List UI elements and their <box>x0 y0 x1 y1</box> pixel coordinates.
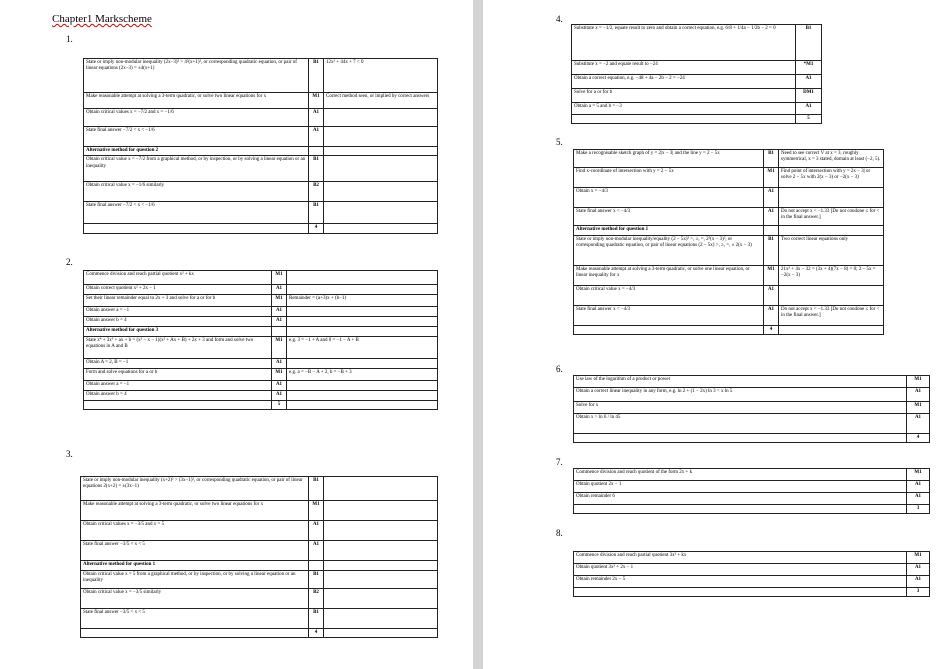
guidance-note: Find point of intersection with y = 2x − 3| or solve 2 − 5x with 2(x − 3) or −2(x − 3) <box>779 168 884 188</box>
alternative-method-row <box>81 561 438 571</box>
mark-cell: A1 <box>272 359 287 369</box>
criterion-text: State final answer x < −4/3 <box>574 208 764 226</box>
question-number: 5. <box>556 137 563 147</box>
guidance-note <box>324 609 438 629</box>
mark-cell: B1 <box>309 477 324 501</box>
markscheme-row <box>574 376 930 388</box>
criterion-text: Substitute x = −1/2, equate result to zero and obtain a correct equation, e.g. 6/8 + 1/4a − 1/2b − 2 = 0 <box>572 25 796 61</box>
total-note <box>287 401 438 410</box>
markscheme-row <box>81 521 438 541</box>
guidance-note: e.g. 3 = −1 + A and 0 = −1 − A + B <box>287 337 438 359</box>
alternative-method-row <box>574 226 884 236</box>
criterion-text: Obtain remainder 2x − 5 <box>574 576 907 588</box>
guidance-note <box>324 202 438 224</box>
markscheme-row <box>574 469 930 481</box>
mark-cell: M1 <box>272 369 287 381</box>
guidance-note <box>324 109 438 127</box>
total-note <box>779 326 884 335</box>
right-page <box>483 0 952 669</box>
criterion-text: Obtain critical value x = −7/2 from a graphical method, or by inspection, or by solving a linear equation or an inequality <box>84 156 309 182</box>
guidance-note <box>324 501 438 521</box>
markscheme-row <box>572 89 822 103</box>
markscheme-row <box>84 295 438 307</box>
mark-cell: M1 <box>907 376 930 388</box>
guidance-note <box>287 317 438 327</box>
total-spacer <box>84 401 272 410</box>
criterion-text: State final answer −3/5 < x < 5 <box>81 609 309 629</box>
guidance-note <box>324 182 438 202</box>
markscheme-row <box>574 414 930 434</box>
guidance-note <box>779 286 884 306</box>
total-marks: 4 <box>309 629 324 638</box>
total-spacer <box>81 629 309 638</box>
criterion-text: Commence division and reach quotient of the form 2x + k <box>574 469 907 481</box>
criterion-text: Obtain a correct equation, e.g. −48 + 4a − 2b − 2 = −24 <box>572 75 796 89</box>
criterion-text: Obtain x > ln 6 / ln 45 <box>574 414 907 434</box>
markscheme-row <box>84 109 438 127</box>
guidance-note <box>324 147 438 156</box>
total-row <box>84 224 438 233</box>
question-number: 8. <box>556 528 563 538</box>
markscheme-row <box>84 271 438 285</box>
mark-cell: B1 <box>764 236 779 266</box>
mark-cell: B1 <box>309 609 324 629</box>
markscheme-row <box>574 168 884 188</box>
mark-cell <box>272 327 287 337</box>
mark-cell: A1 <box>764 188 779 208</box>
markscheme-table-q1 <box>83 58 438 234</box>
criterion-text: State x⁴ + 3x³ + ax + b = (x² − x − 1)(x² + Ax + B) + 2x + 3 and form and solve two equations in A and B <box>84 337 272 359</box>
criterion-text: Obtain quotient 3x² + 2x − 1 <box>574 564 907 576</box>
criterion-text: Obtain answer b = 4 <box>84 317 272 327</box>
total-marks: 4 <box>907 434 930 443</box>
criterion-text: State or imply non-modular inequality (x+2)² > (3x−1)², or corresponding quadratic equation, or pair of linear equations 2(x+2) = ±(3x−1) <box>81 477 309 501</box>
criterion-text: Obtain x = −4/3 <box>574 188 764 208</box>
total-row <box>572 115 822 124</box>
criterion-text: Obtain answer a = −1 <box>84 381 272 391</box>
guidance-note <box>287 381 438 391</box>
guidance-note: Do not accept x < −1.33 [Do not condone ≤ for < in the final answer.] <box>779 208 884 226</box>
markscheme-row <box>574 493 930 505</box>
criterion-text: Alternative method for question 1 <box>574 226 764 236</box>
criterion-text: Set their linear remainder equal to 2x + 3 and solve for a or for b <box>84 295 272 307</box>
mark-cell: A1 <box>309 127 324 147</box>
mark-cell: M1 <box>272 295 287 307</box>
criterion-text: Obtain critical values x = −3/5 and x = 5 <box>81 521 309 541</box>
mark-cell: M1 <box>309 93 324 109</box>
criterion-text: State final answer x < −4/3 <box>574 306 764 326</box>
markscheme-row <box>81 571 438 589</box>
mark-cell: M1 <box>907 552 930 564</box>
markscheme-row <box>574 552 930 564</box>
markscheme-row <box>572 25 822 61</box>
question-number: 7. <box>556 457 563 467</box>
markscheme-row <box>84 337 438 359</box>
criterion-text: Commence division and reach partial quotient 3x² + kx <box>574 552 907 564</box>
criterion-text: Obtain a = 5 and b = −3 <box>572 103 796 115</box>
guidance-note <box>324 541 438 561</box>
mark-cell: A1 <box>764 306 779 326</box>
guidance-note <box>324 521 438 541</box>
guidance-note <box>287 271 438 285</box>
markscheme-row <box>84 359 438 369</box>
guidance-note: Remainder = (a+3)x + (b−1) <box>287 295 438 307</box>
criterion-text: Find x-coordinate of intersection with y = 2 − 5x <box>574 168 764 188</box>
total-note <box>324 629 438 638</box>
markscheme-row <box>84 127 438 147</box>
mark-cell: M1 <box>272 337 287 359</box>
total-row <box>574 588 930 597</box>
guidance-note <box>324 589 438 609</box>
markscheme-row <box>574 266 884 286</box>
mark-cell: A1 <box>272 317 287 327</box>
mark-cell: DM1 <box>796 89 822 103</box>
guidance-note <box>287 391 438 401</box>
markscheme-table-q5 <box>573 149 884 335</box>
criterion-text: Obtain quotient 2x − 1 <box>574 481 907 493</box>
question-number: 2. <box>66 257 73 267</box>
criterion-text: Obtain a correct linear inequality in any form, e.g. ln 2 + (1 − 2x) ln 3 < x ln 5 <box>574 388 907 402</box>
mark-cell: A1 <box>272 391 287 401</box>
mark-cell: B1 <box>764 150 779 168</box>
criterion-text: Obtain remainder 6 <box>574 493 907 505</box>
markscheme-table-q6 <box>573 375 930 443</box>
criterion-text: Obtain A = 2, B = −1 <box>84 359 272 369</box>
criterion-text: Commence division and reach partial quotient x² + kx <box>84 271 272 285</box>
markscheme-row <box>574 208 884 226</box>
mark-cell: A1 <box>907 414 930 434</box>
markscheme-table-q2 <box>83 270 438 410</box>
document-title: Chapter1 Markscheme <box>52 13 152 25</box>
guidance-note <box>779 188 884 208</box>
criterion-text: Obtain critical value x = −3/5 similarly <box>81 589 309 609</box>
guidance-note <box>287 359 438 369</box>
criterion-text: Solve for x <box>574 402 907 414</box>
total-marks: 4 <box>764 326 779 335</box>
guidance-note <box>324 127 438 147</box>
guidance-note <box>324 156 438 182</box>
alternative-method-row <box>84 147 438 156</box>
mark-cell: *M1 <box>796 61 822 75</box>
guidance-note <box>287 307 438 317</box>
total-row <box>84 401 438 410</box>
markscheme-row <box>84 93 438 109</box>
total-spacer <box>574 588 907 597</box>
total-row <box>81 629 438 638</box>
guidance-note: e.g. a = −B − A + 2, b = −B + 3 <box>287 369 438 381</box>
markscheme-row <box>84 285 438 295</box>
mark-cell: M1 <box>907 402 930 414</box>
markscheme-row <box>574 306 884 326</box>
markscheme-row <box>574 388 930 402</box>
markscheme-row <box>574 576 930 588</box>
criterion-text: Solve for a or for b <box>572 89 796 103</box>
criterion-text: Obtain critical values x = −7/2 and x = −1/6 <box>84 109 309 127</box>
mark-cell: B1 <box>309 202 324 224</box>
criterion-text: Alternative method for question 3 <box>84 327 272 337</box>
mark-cell: A1 <box>272 285 287 295</box>
total-row <box>574 326 884 335</box>
mark-cell: A1 <box>907 493 930 505</box>
markscheme-row <box>84 369 438 381</box>
criterion-text: Obtain critical value x = −4/3 <box>574 286 764 306</box>
markscheme-row <box>81 609 438 629</box>
markscheme-row <box>572 61 822 75</box>
left-page <box>0 0 473 669</box>
question-number: 6. <box>556 364 563 374</box>
page-divider <box>473 0 483 669</box>
total-row <box>574 505 930 514</box>
mark-cell: A1 <box>309 109 324 127</box>
criterion-text: Obtain critical value x = −1/6 similarly <box>84 182 309 202</box>
criterion-text: Obtain critical value x = 5 from a graphical method, or by inspection, or by solving a linear equation or an inequality <box>81 571 309 589</box>
criterion-text: Obtain correct quotient x² + 2x − 1 <box>84 285 272 295</box>
criterion-text: Obtain answer b = 4 <box>84 391 272 401</box>
mark-cell: A1 <box>309 541 324 561</box>
markscheme-row <box>84 182 438 202</box>
guidance-note: Two correct linear equations only <box>779 236 884 266</box>
guidance-note <box>324 477 438 501</box>
markscheme-row <box>84 391 438 401</box>
question-number: 1. <box>66 34 73 44</box>
mark-cell: B1 <box>796 25 822 61</box>
mark-cell <box>309 561 324 571</box>
total-spacer <box>574 505 907 514</box>
criterion-text: Make a recognisable sketch graph of y = 2|x − 3| and the line y = 2 − 5x <box>574 150 764 168</box>
mark-cell: M1 <box>907 469 930 481</box>
mark-cell: A1 <box>272 307 287 317</box>
total-marks: 3 <box>907 588 930 597</box>
criterion-text: Alternative method for question 1 <box>81 561 309 571</box>
markscheme-row <box>84 317 438 327</box>
mark-cell: A1 <box>907 576 930 588</box>
guidance-note <box>324 561 438 571</box>
mark-cell: A1 <box>764 208 779 226</box>
criterion-text: Make reasonable attempt at solving a 3-term quadratic, or solve two linear equations for x <box>81 501 309 521</box>
markscheme-row <box>574 481 930 493</box>
guidance-note <box>779 226 884 236</box>
guidance-note: Need to see correct V at x = 3, roughly symmetrical, x = 3 stated, domain at least (−2, 5). <box>779 150 884 168</box>
markscheme-row <box>574 286 884 306</box>
markscheme-table-q8 <box>573 551 930 597</box>
criterion-text: Form and solve equations for a or b <box>84 369 272 381</box>
markscheme-row <box>81 477 438 501</box>
markscheme-row <box>84 59 438 93</box>
mark-cell: B1 <box>309 156 324 182</box>
criterion-text: Use law of the logarithm of a product or power <box>574 376 907 388</box>
criterion-text: State or imply non-modular inequality (2x−3)² > 4²(x+1)², or corresponding quadratic equation, or pair of linear equations (2x−3) = ±4(x+1) <box>84 59 309 93</box>
mark-cell: M1 <box>764 168 779 188</box>
criterion-text: Make reasonable attempt at solving a 3-term quadratic, or solve two linear equations for x <box>84 93 309 109</box>
criterion-text: State final answer −7/2 < x < −1/6 <box>84 202 309 224</box>
markscheme-row <box>574 402 930 414</box>
criterion-text: Alternative method for question 2 <box>84 147 309 156</box>
criterion-text: State or imply non-modular inequality/equality (2 − 5x)² >, ≥, =, 2²(x − 3)², or corresponding quadratic equation, or pair of linear equations (2 − 5x) >, ≥, =, ± 2(x − 3) <box>574 236 764 266</box>
question-number: 4. <box>556 14 563 24</box>
mark-cell: B2 <box>309 182 324 202</box>
mark-cell: A1 <box>907 481 930 493</box>
mark-cell <box>309 147 324 156</box>
markscheme-row <box>574 188 884 208</box>
criterion-text: Make reasonable attempt at solving a 3-term quadratic, or solve one linear equation, or linear inequality for x <box>574 266 764 286</box>
mark-cell: M1 <box>272 271 287 285</box>
total-spacer <box>572 115 796 124</box>
mark-cell: A1 <box>796 103 822 115</box>
total-marks: 4 <box>309 224 324 233</box>
mark-cell <box>764 226 779 236</box>
criterion-text: State final answer −3/5 < x < 5 <box>81 541 309 561</box>
criterion-text: State final answer −7/2 < x < −1/6 <box>84 127 309 147</box>
markscheme-row <box>84 381 438 391</box>
mark-cell: A1 <box>309 521 324 541</box>
total-marks: 3 <box>907 505 930 514</box>
total-note <box>324 224 438 233</box>
markscheme-table-q7 <box>573 468 930 514</box>
guidance-note <box>287 327 438 337</box>
total-row <box>574 434 930 443</box>
markscheme-row <box>574 236 884 266</box>
total-spacer <box>574 326 764 335</box>
total-spacer <box>574 434 907 443</box>
total-marks: 5 <box>796 115 822 124</box>
question-number: 3. <box>66 449 73 459</box>
markscheme-row <box>81 589 438 609</box>
mark-cell: M1 <box>764 266 779 286</box>
markscheme-row <box>572 75 822 89</box>
markscheme-row <box>84 307 438 317</box>
alternative-method-row <box>84 327 438 337</box>
guidance-note <box>287 285 438 295</box>
markscheme-table-q4 <box>571 24 822 124</box>
mark-cell: A1 <box>907 564 930 576</box>
total-spacer <box>84 224 309 233</box>
markscheme-row <box>572 103 822 115</box>
criterion-text: Substitute x = −2 and equate result to −24 <box>572 61 796 75</box>
guidance-note <box>324 571 438 589</box>
markscheme-row <box>84 156 438 182</box>
markscheme-table-q3 <box>80 476 438 638</box>
guidance-note: Do not accept x < −1.33 [Do not condone ≤ for < in the final answer.] <box>779 306 884 326</box>
markscheme-row <box>81 541 438 561</box>
mark-cell: B2 <box>309 589 324 609</box>
markscheme-row <box>84 202 438 224</box>
mark-cell: A1 <box>907 388 930 402</box>
guidance-note: 21x² + 4x − 32 = (3x + 4)(7x − 8) = 0; 2 − 5x = −2(x − 3) <box>779 266 884 286</box>
mark-cell: A1 <box>764 286 779 306</box>
guidance-note: 12x² + 44x + 7 < 0 <box>324 59 438 93</box>
mark-cell: M1 <box>309 501 324 521</box>
mark-cell: B1 <box>309 59 324 93</box>
guidance-note: Correct method seen, or implied by correct answers <box>324 93 438 109</box>
criterion-text: Obtain answer a = −1 <box>84 307 272 317</box>
mark-cell: A1 <box>796 75 822 89</box>
markscheme-row <box>81 501 438 521</box>
mark-cell: A1 <box>272 381 287 391</box>
markscheme-row <box>574 150 884 168</box>
markscheme-row <box>574 564 930 576</box>
total-marks: 5 <box>272 401 287 410</box>
mark-cell: B1 <box>309 571 324 589</box>
